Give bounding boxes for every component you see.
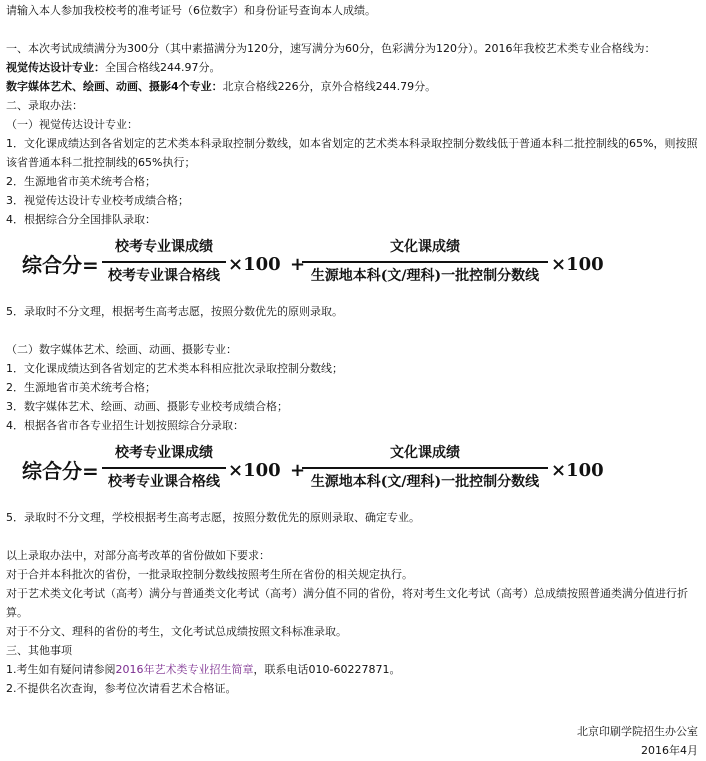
admission-brochure-link[interactable]: 2016年艺术类专业招生简章 — [115, 663, 254, 676]
part1-item1: 1．文化课成绩达到各省划定的艺术类本科录取控制分数线，如本省划定的艺术类本科录取控制分数线低于普通本科二批控制线的65%，则按照该省普通本科二批控制线的65%执行； — [6, 137, 698, 169]
score-formula — [6, 229, 700, 302]
section2-title: 二、录取办法： — [6, 99, 83, 112]
part2-item2: 2．生源地省市美术统考合格； — [6, 381, 156, 394]
footer-date: 2016年4月 — [641, 744, 698, 757]
part1-item5: 5．录取时不分文理，根据考生高考志愿，按照分数优先的原则录取。 — [6, 305, 343, 318]
notice-page — [6, 1, 700, 698]
note-line1: 以上录取办法中，对部分高考改革的省份做如下要求： — [6, 549, 270, 562]
note-line4: 对于不分文、理科的省份的考生，文化考试总成绩按照文科标准录取。 — [6, 625, 347, 638]
note-line2: 对于合并本科批次的省份，一批录取控制分数线按照考生所在省份的相关规定执行。 — [6, 568, 413, 581]
note-line3: 对于艺术类文化考试（高考）满分与普通类文化考试（高考）满分值不同的省份，将对考生文化考试（高考）总成绩按照普通类满分值进行折算。 — [6, 587, 688, 619]
part2-item4: 4．根据各省市各专业招生计划按照综合分录取： — [6, 419, 244, 432]
formula-plus: + — [290, 254, 306, 275]
formula-lhs: 综合分= — [22, 253, 99, 277]
other-item1-suffix: ，联系电话010-60227871。 — [253, 663, 401, 676]
part2-heading: （二）数字媒体艺术、绘画、动画、摄影专业： — [6, 343, 237, 356]
formula-times-100: ×100 — [228, 254, 281, 275]
formula-fraction-2 — [302, 237, 548, 286]
visual-label: 视觉传达设计专业： — [6, 61, 105, 74]
other-item1 — [6, 660, 700, 679]
formula-times-100: ×100 — [228, 460, 281, 481]
formula-times-100: ×100 — [551, 460, 604, 481]
formula-times-100: ×100 — [551, 254, 604, 275]
score-formula — [6, 435, 700, 508]
formula-lhs: 综合分= — [22, 459, 99, 483]
formula-fraction-2 — [302, 443, 548, 492]
media-passline — [6, 77, 700, 96]
part2-item1: 1．文化课成绩达到各省划定的艺术类本科相应批次录取控制分数线； — [6, 362, 343, 375]
formula-numerator-1: 校考专业课成绩 — [115, 445, 213, 461]
other-item1-prefix: 1.考生如有疑问请参阅 — [6, 663, 116, 676]
section1-line1: 一、本次考试成绩满分为300分（其中素描满分为120分，速写满分为60分，色彩满分为120分）。2016年我校艺术类专业合格线为： — [6, 42, 656, 55]
formula-denominator-1: 校考专业课合格线 — [108, 268, 220, 284]
part2-item3: 3．数字媒体艺术、绘画、动画、摄影专业校考成绩合格； — [6, 400, 288, 413]
formula-denominator-2: 生源地本科(文/理科)一批控制分数线 — [310, 474, 540, 490]
formula-denominator-1: 校考专业课合格线 — [108, 474, 220, 490]
other-item2: 2.不提供名次查询，参考位次请看艺术合格证。 — [6, 682, 237, 695]
formula-numerator-2: 文化课成绩 — [390, 445, 460, 461]
part1-item4: 4．根据综合分全国排队录取： — [6, 213, 156, 226]
media-label: 数字媒体艺术、绘画、动画、摄影4个专业： — [6, 80, 223, 93]
part1-item2: 2．生源地省市美术统考合格； — [6, 175, 156, 188]
visual-value: 全国合格线244.97分。 — [105, 61, 221, 74]
visual-passline — [6, 58, 700, 77]
intro-text: 请输入本人参加我校校考的准考证号（6位数字）和身份证号查询本人成绩。 — [6, 4, 376, 17]
media-value: 北京合格线226分，京外合格线244.79分。 — [222, 80, 437, 93]
part2-item5: 5．录取时不分文理，学校根据考生高考志愿，按照分数优先的原则录取、确定专业。 — [6, 511, 420, 524]
footer-org: 北京印刷学院招生办公室 — [577, 725, 698, 738]
formula-fraction-1 — [102, 237, 226, 286]
formula-numerator-2: 文化课成绩 — [390, 239, 460, 255]
formula-plus: + — [290, 460, 306, 481]
formula-denominator-2: 生源地本科(文/理科)一批控制分数线 — [310, 268, 540, 284]
part1-heading: （一）视觉传达设计专业： — [6, 118, 138, 131]
formula-fraction-1 — [102, 443, 226, 492]
formula-numerator-1: 校考专业课成绩 — [115, 239, 213, 255]
section3-title: 三、其他事项 — [6, 644, 72, 657]
part1-item3: 3．视觉传达设计专业校考成绩合格； — [6, 194, 189, 207]
